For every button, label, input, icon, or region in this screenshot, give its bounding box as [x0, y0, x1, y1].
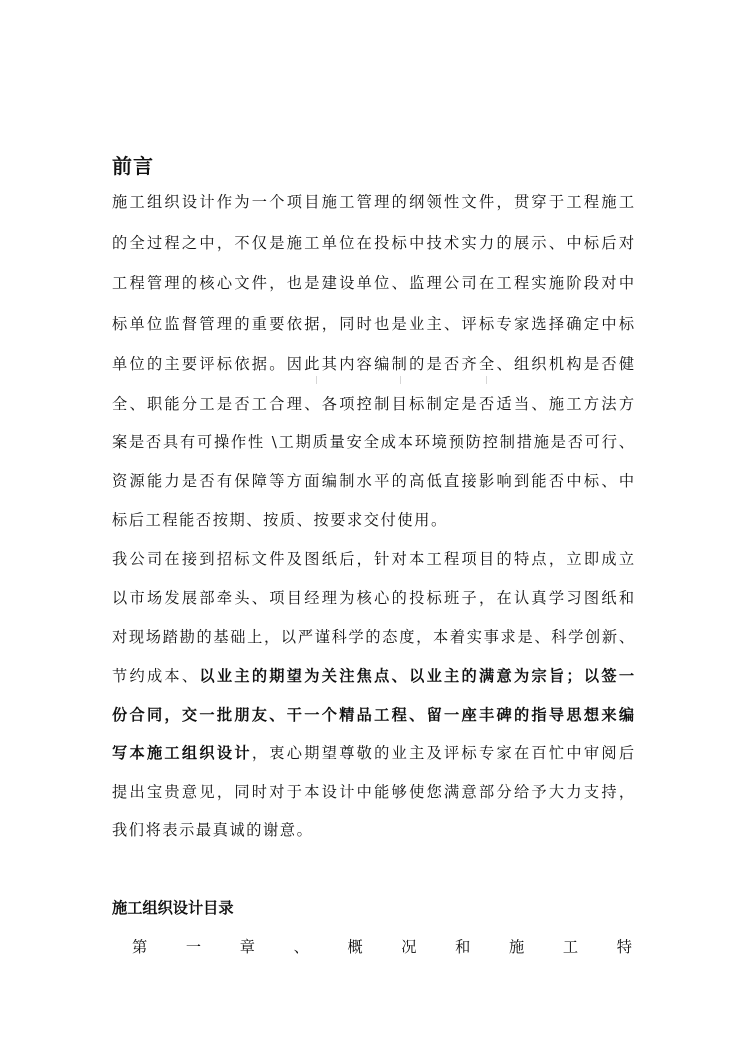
toc-char: 章 [239, 938, 255, 956]
scan-artifact [486, 376, 490, 384]
body-line: 标后工程能否按期、按质、按要求交付使用。 [112, 511, 448, 529]
toc-heading: 施工组织设计目录 [112, 899, 234, 917]
body-line: 工程管理的核心文件，也是建设单位、监理公司在工程实施阶段对中 [112, 274, 634, 292]
toc-char: 一 [185, 938, 202, 956]
bold-text: 份合同，交一批朋友、干一个精品工程、留一座丰碑的指导思想来编 [112, 706, 634, 724]
toc-char: 况 [401, 938, 417, 956]
toc-char: 、 [293, 938, 309, 956]
toc-entry[interactable] [132, 935, 632, 959]
body-line: 的全过程之中，不仅是施工单位在投标中技术实力的展示、中标后对 [112, 234, 634, 252]
body-line: 我公司在接到招标文件及图纸后，针对本工程项目的特点，立即成立 [112, 550, 634, 568]
body-line: 单位的主要评标依据。因此其内容编制的是否齐全、组织机构是否健 [112, 355, 634, 373]
body-line: 以市场发展部牵头、项目经理为核心的投标班子，在认真学习图纸和 [112, 589, 634, 607]
toc-char: 工 [562, 938, 579, 956]
scan-artifact [400, 376, 404, 384]
body-line-mixed [112, 741, 634, 765]
body-line: 案是否具有可操作性 \工期质量安全成本环境预防控制措施是否可行、 [112, 433, 634, 451]
body-line: 施工组织设计作为一个项目施工管理的纲领性文件，贯穿于工程施工 [112, 193, 634, 211]
normal-text: ，衷心期望尊敬的业主及评标专家在百忙中审阅后 [251, 744, 635, 762]
body-line-bold [112, 703, 634, 727]
body-line: 提出宝贵意见，同时对于本设计中能够使您满意部分给予大力支持， [112, 783, 634, 801]
bold-text: 以业主的期望为关注焦点、以业主的满意为宗旨；以签一 [199, 667, 635, 685]
scan-artifact [316, 376, 320, 384]
body-line: 我们将表示最真诚的谢意。 [112, 821, 314, 839]
toc-char: 和 [455, 938, 471, 956]
body-line: 标单位监督管理的重要依据，同时也是业主、评标专家选择确定中标 [112, 315, 634, 333]
body-line: 全、职能分工是否工合理、各项控制目标制定是否适当、施工方法方 [112, 395, 634, 413]
page-title: 前言 [112, 154, 154, 178]
body-line: 对现场踏勘的基础上，以严谨科学的态度，本着实事求是、科学创新、 [112, 628, 634, 646]
toc-char: 第 [132, 938, 148, 956]
toc-char: 概 [347, 938, 363, 956]
normal-text: 节约成本、 [112, 667, 200, 685]
body-line: 资源能力是否有保障等方面编制水平的高低直接影响到能否中标、中 [112, 472, 634, 490]
bold-text: 写本施工组织设计 [112, 744, 252, 762]
toc-char: 特 [616, 938, 632, 956]
toc-char: 施 [509, 938, 525, 956]
body-line-mixed [112, 664, 634, 688]
